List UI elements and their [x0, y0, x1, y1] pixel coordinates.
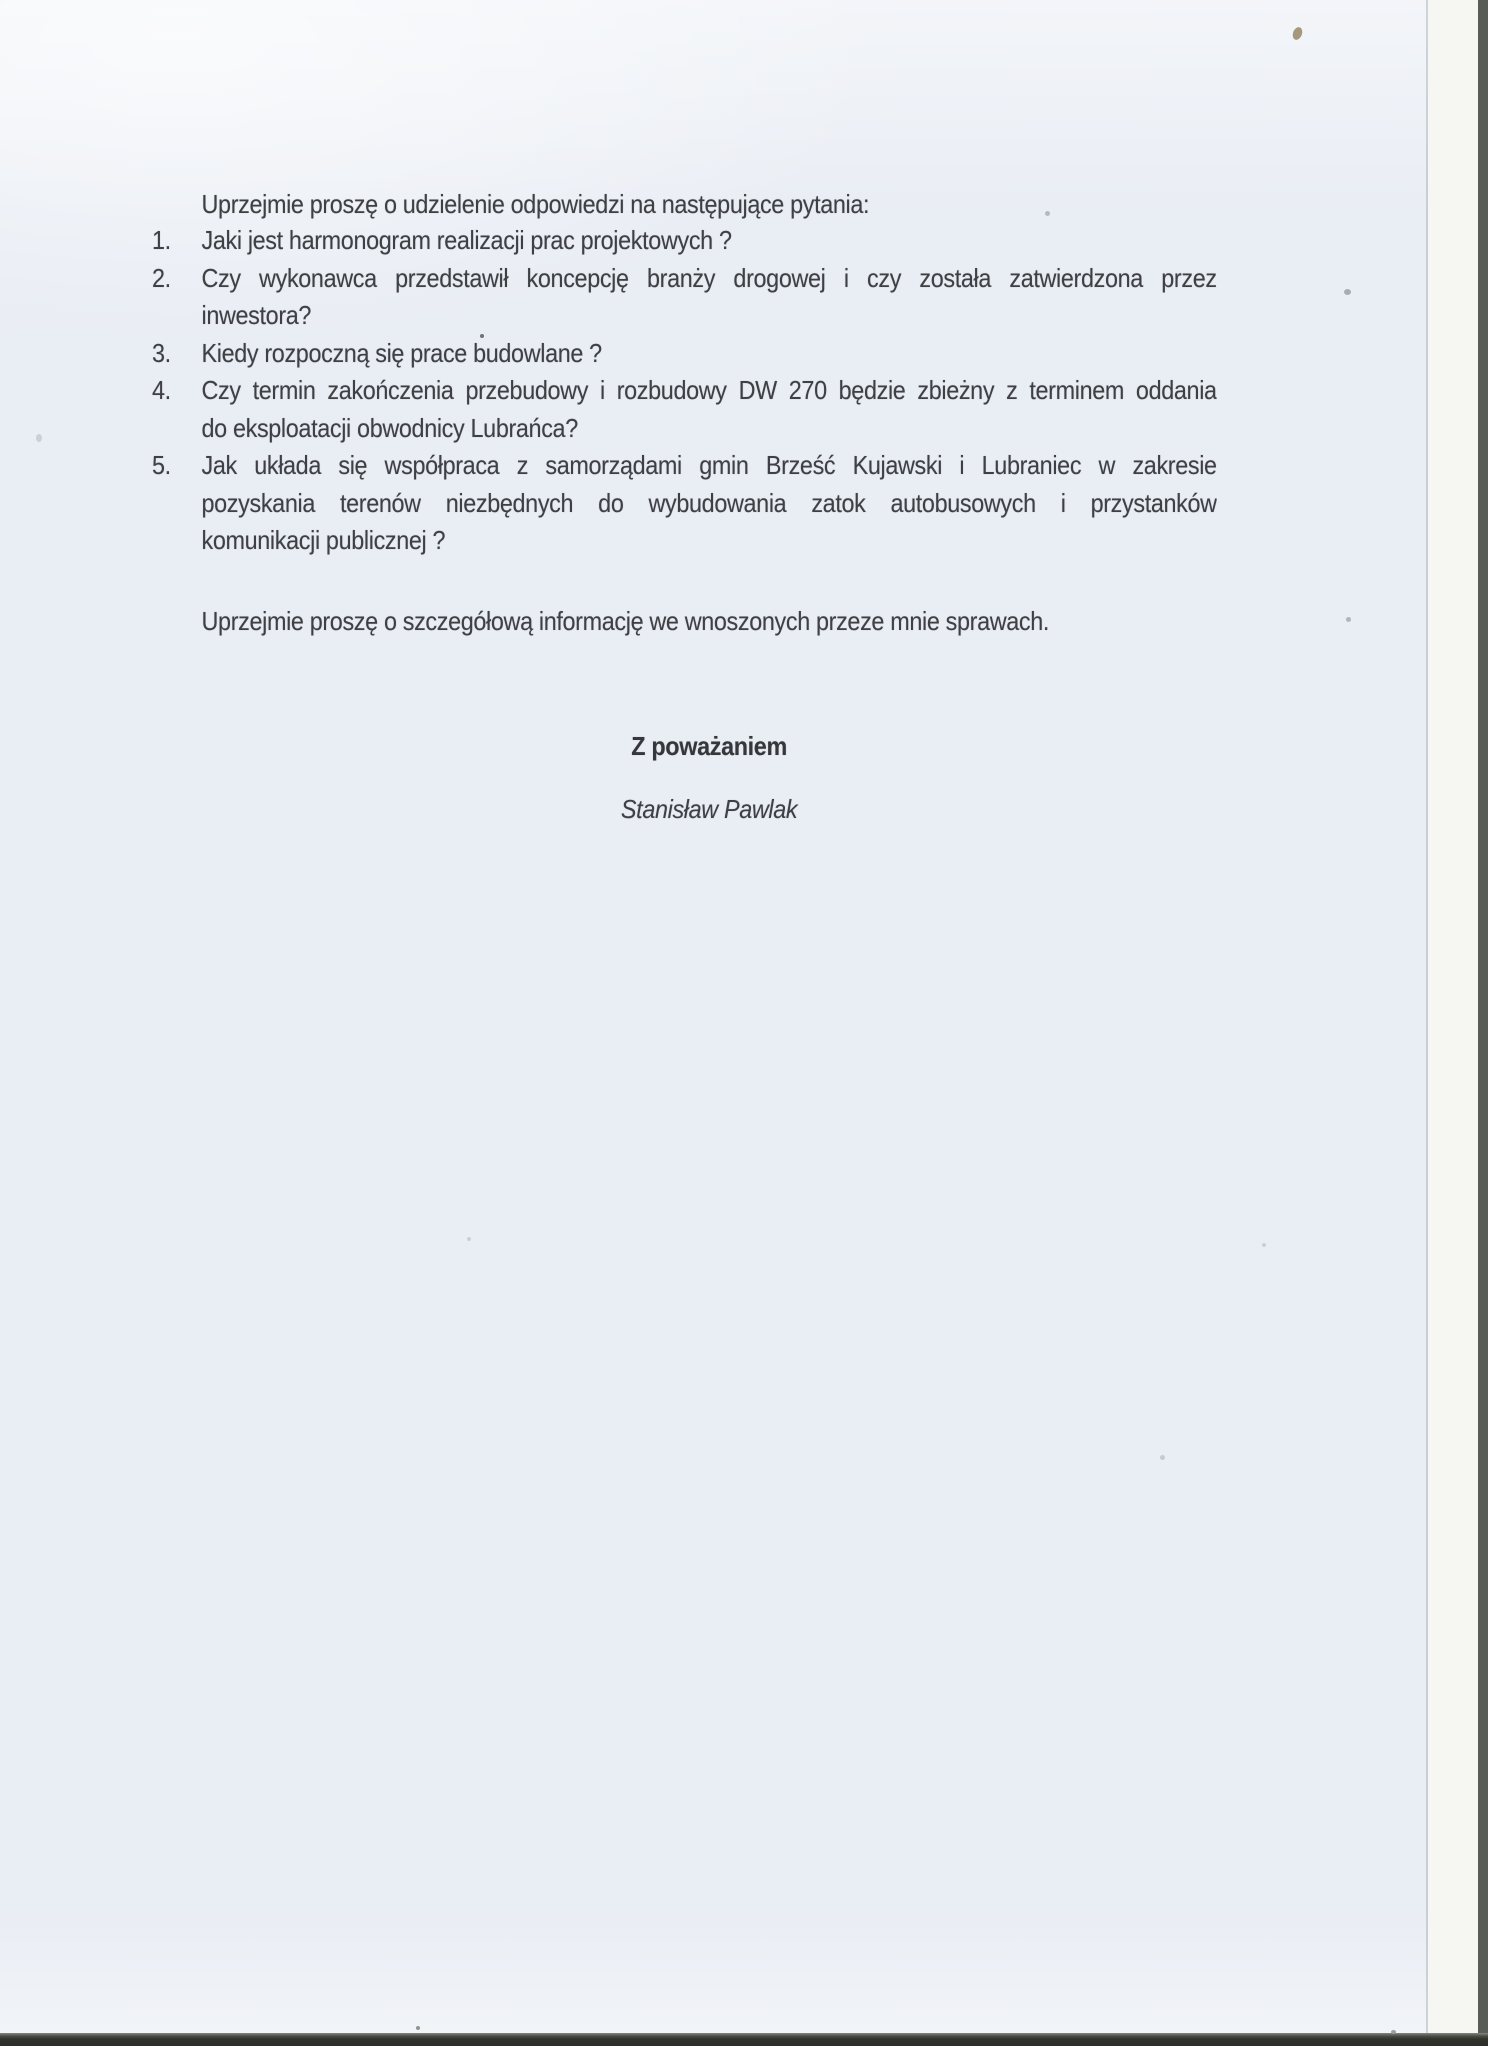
question-line: inwestora? — [201, 300, 312, 330]
scan-edge-white-strip — [1428, 0, 1478, 2046]
scan-speck — [1391, 2030, 1396, 2034]
question-line: komunikacji publicznej ? — [201, 525, 446, 555]
question-line: Czy wykonawca przedstawił koncepcję branży drogowej i czy została zatwierdzona przez — [201, 262, 1217, 293]
scan-speck — [467, 1237, 471, 1241]
closing-paragraph: Uprzejmie proszę o szczegółową informację we wnoszonych przeze mnie sprawach. — [201, 606, 1050, 636]
scan-speck — [1160, 1455, 1165, 1460]
question-line: Jaki jest harmonogram realizacji prac projektowych ? — [201, 225, 732, 255]
question-line: Czy termin zakończenia przebudowy i rozbudowy DW 270 będzie zbieżny z terminem oddania — [201, 375, 1217, 405]
valediction: Z poważaniem — [631, 731, 787, 761]
letter-body — [152, 0, 1217, 2046]
question-item-2 — [152, 260, 1217, 335]
question-item-1 — [152, 222, 1217, 260]
scan-speck — [480, 334, 484, 338]
question-number: 4. — [152, 375, 171, 405]
scan-page-edge-shadow — [1426, 0, 1428, 2034]
question-number: 3. — [152, 337, 171, 368]
question-line: pozyskania terenów niezbędnych do wybudowania zatok autobusowych i przystanków — [201, 487, 1217, 518]
question-line: Jak układa się współpraca z samorządami gmin Brześć Kujawski i Lubraniec w zakresie — [201, 450, 1217, 480]
question-number: 1. — [152, 225, 171, 255]
question-item-3 — [152, 335, 1217, 373]
scan-speck — [1291, 26, 1304, 41]
scan-speck — [1344, 289, 1351, 295]
scan-speck — [416, 2026, 420, 2030]
scan-speck — [1045, 211, 1050, 216]
signature-name: Stanisław Pawlak — [620, 794, 798, 824]
intro-paragraph: Uprzejmie proszę o udzielenie odpowiedzi na następujące pytania: — [201, 189, 870, 219]
scan-speck — [1346, 617, 1351, 622]
question-item-4 — [152, 372, 1217, 447]
question-line: Kiedy rozpoczną się prace budowlane ? — [201, 337, 602, 368]
question-item-5 — [152, 447, 1217, 560]
scan-edge-dark-strip — [1478, 0, 1488, 2046]
scan-speck — [1262, 1243, 1266, 1247]
question-number: 5. — [152, 450, 171, 480]
questions-list — [152, 222, 1217, 560]
scan-speck — [36, 434, 42, 442]
question-line: do eksploatacji obwodnicy Lubrańca? — [201, 412, 578, 443]
question-number: 2. — [152, 262, 171, 293]
